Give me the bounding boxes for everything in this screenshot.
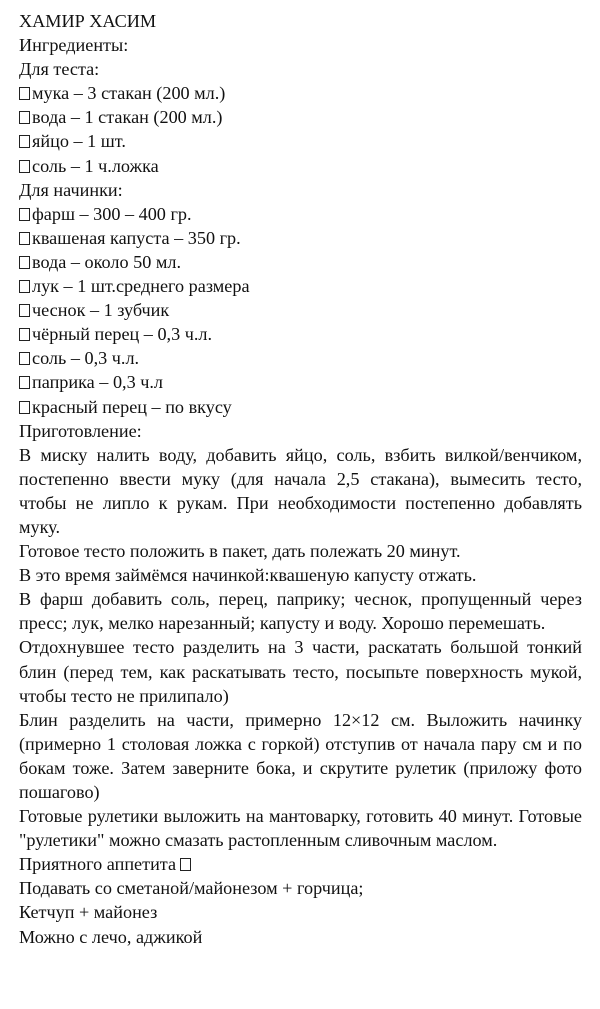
ingredient-item xyxy=(19,250,582,274)
checkbox-glyph-icon xyxy=(19,376,30,389)
step-paragraph: Готовые рулетики выложить на мантоварку, готовить 40 минут. Готовые "рулетики" можно смазать растопленным сливочным маслом. xyxy=(19,806,582,851)
checkbox-glyph-icon xyxy=(19,256,30,269)
checkbox-glyph-icon xyxy=(19,401,30,414)
checkbox-glyph-icon xyxy=(19,208,30,221)
ingredients-heading: Ингредиенты: xyxy=(19,35,129,56)
filling-heading: Для начинки: xyxy=(19,179,123,200)
ingredient-text: квашеная капуста – 350 гр. xyxy=(32,227,241,248)
step-paragraph: В фарш добавить соль, перец, паприку; чеснок, пропущенный через пресс; лук, мелко нарезанный; капусту и воду. Хорошо перемешать. xyxy=(19,589,582,634)
recipe-page xyxy=(19,9,582,949)
ingredient-text: лук – 1 шт.среднего размера xyxy=(32,276,250,297)
ingredient-item xyxy=(19,129,582,153)
checkbox-glyph-icon xyxy=(19,87,30,100)
ingredient-item xyxy=(19,81,582,105)
step-paragraph: В миску налить воду, добавить яйцо, соль, взбить вилкой/венчиком, постепенно ввести муку (для начала 2,5 стакана), вымесить тесто, чтобы не липло к рукам. При необходимости постепенно добавлять муку. xyxy=(19,444,582,537)
checkbox-glyph-icon xyxy=(19,328,30,341)
closing-wish: Приятного аппетита xyxy=(19,854,177,875)
closing-wish-line xyxy=(19,852,582,876)
ingredient-text: паприка – 0,3 ч.л xyxy=(32,372,163,393)
step-paragraph: Готовое тесто положить в пакет, дать полежать 20 минут. xyxy=(19,541,461,562)
emoji-placeholder-icon xyxy=(180,858,191,871)
ingredient-text: вода – 1 стакан (200 мл.) xyxy=(32,107,223,128)
ingredient-item xyxy=(19,298,582,322)
recipe-title: ХАМИР ХАСИМ xyxy=(19,11,157,31)
dough-heading: Для теста: xyxy=(19,59,100,80)
checkbox-glyph-icon xyxy=(19,160,30,173)
step-paragraph: В это время займёмся начинкой:квашеную капусту отжать. xyxy=(19,565,477,586)
dough-list xyxy=(19,81,582,177)
ingredient-text: чеснок – 1 зубчик xyxy=(32,300,170,321)
ingredient-text: соль – 1 ч.ложка xyxy=(32,155,159,176)
ingredient-item xyxy=(19,154,582,178)
sauce-note: Можно с лечо, аджикой xyxy=(19,926,203,947)
ingredient-item xyxy=(19,202,582,226)
ingredient-text: чёрный перец – 0,3 ч.л. xyxy=(32,324,213,345)
ingredient-item xyxy=(19,226,582,250)
ingredient-item xyxy=(19,395,582,419)
checkbox-glyph-icon xyxy=(19,304,30,317)
ingredient-item xyxy=(19,346,582,370)
ingredient-text: красный перец – по вкусу xyxy=(32,396,232,417)
ingredient-text: вода – около 50 мл. xyxy=(32,251,181,272)
checkbox-glyph-icon xyxy=(19,232,30,245)
filling-list xyxy=(19,202,582,419)
serving-note: Подавать со сметаной/майонезом + горчица; xyxy=(19,878,364,899)
step-paragraph: Блин разделить на части, примерно 12×12 см. Выложить начинку (примерно 1 столовая ложка с горкой) отступив от начала пару см и по бокам тоже. Затем заверните бока, и скрутите рулетик (приложу фото пошагово) xyxy=(19,709,582,802)
ingredient-text: мука – 3 стакан (200 мл.) xyxy=(32,83,226,104)
ingredient-text: яйцо – 1 шт. xyxy=(32,131,126,152)
checkbox-glyph-icon xyxy=(19,135,30,148)
ingredient-text: соль – 0,3 ч.л. xyxy=(32,348,140,369)
step-paragraph: Отдохнувшее тесто разделить на 3 части, раскатать большой тонкий блин (перед тем, как раскатывать тесто, посыпьте поверхность мукой, чтобы тесто не прилипало) xyxy=(19,637,582,706)
preparation-steps xyxy=(19,443,582,853)
ingredient-item xyxy=(19,322,582,346)
checkbox-glyph-icon xyxy=(19,280,30,293)
ingredient-item xyxy=(19,105,582,129)
checkbox-glyph-icon xyxy=(19,111,30,124)
ingredient-item xyxy=(19,370,582,394)
ingredient-text: фарш – 300 – 400 гр. xyxy=(32,203,192,224)
checkbox-glyph-icon xyxy=(19,352,30,365)
sauce-note: Кетчуп + майонез xyxy=(19,902,158,923)
preparation-heading: Приготовление: xyxy=(19,420,142,441)
ingredient-item xyxy=(19,274,582,298)
